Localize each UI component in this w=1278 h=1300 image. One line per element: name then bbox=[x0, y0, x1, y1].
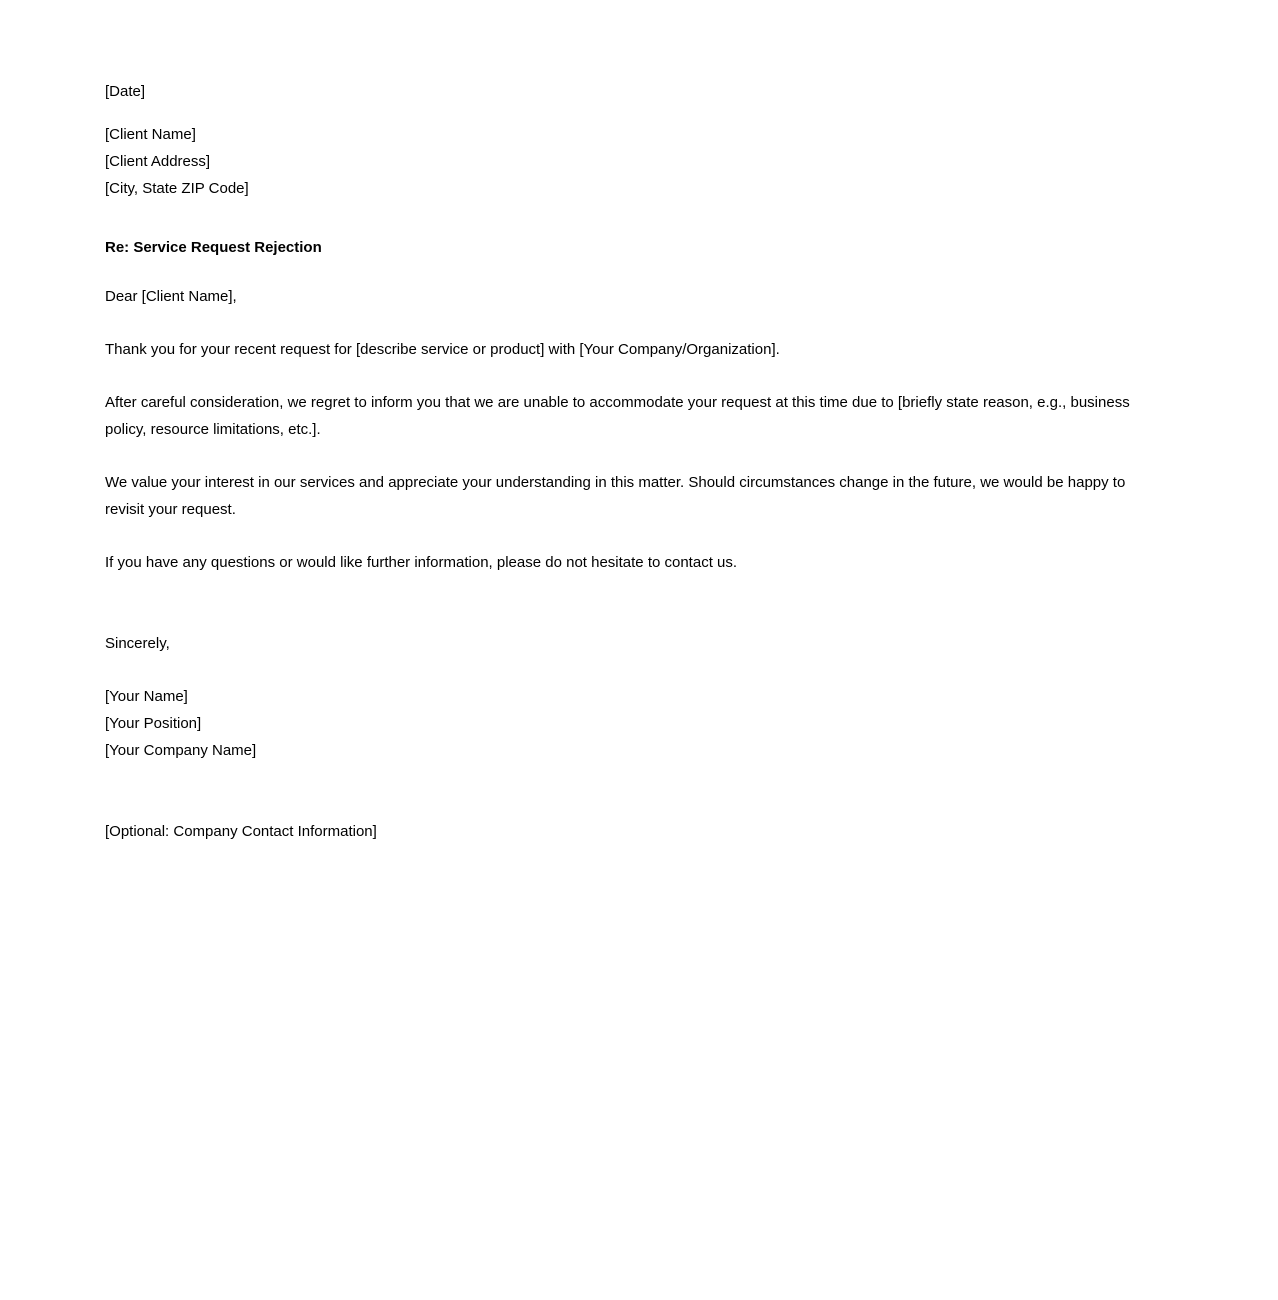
footer-spacer-2 bbox=[105, 791, 1145, 818]
date-block bbox=[105, 78, 1145, 105]
closing-salutation: Sincerely, bbox=[105, 635, 170, 652]
recipient-city-state-zip: [City, State ZIP Code] bbox=[105, 180, 249, 197]
body-paragraph-2: After careful consideration, we regret to inform you that we are unable to accommodate your request at this time due to [briefly state reason, e.g., business policy, resource limitations, etc.]. bbox=[105, 394, 1130, 438]
salutation: Dear [Client Name], bbox=[105, 288, 237, 305]
body-paragraph-4: If you have any questions or would like further information, please do not hesitate to contact us. bbox=[105, 554, 738, 571]
closing-spacer bbox=[105, 576, 1145, 603]
body-paragraph-3: We value your interest in our services and appreciate your understanding in this matter. Should circumstances change in the future, we would be happy to revisit your request. bbox=[105, 474, 1126, 518]
recipient-address: [Client Address] bbox=[105, 153, 211, 170]
body-paragraph-1: Thank you for your recent request for [describe service or product] with [Your Company/Organization]. bbox=[105, 341, 780, 358]
letter-body bbox=[105, 78, 1145, 845]
optional-contact-info: [Optional: Company Contact Information] bbox=[105, 823, 377, 840]
recipient-name: [Client Name] bbox=[105, 126, 196, 143]
recipient-address-block bbox=[105, 121, 1145, 202]
signature-block bbox=[105, 683, 1145, 764]
closing-spacer-2 bbox=[105, 603, 1145, 630]
signer-name: [Your Name] bbox=[105, 688, 188, 705]
signer-position: [Your Position] bbox=[105, 715, 202, 732]
footer-spacer bbox=[105, 764, 1145, 791]
subject-line: Re: Service Request Rejection bbox=[105, 239, 322, 256]
date-placeholder: [Date] bbox=[105, 83, 146, 100]
signer-company: [Your Company Name] bbox=[105, 742, 257, 759]
